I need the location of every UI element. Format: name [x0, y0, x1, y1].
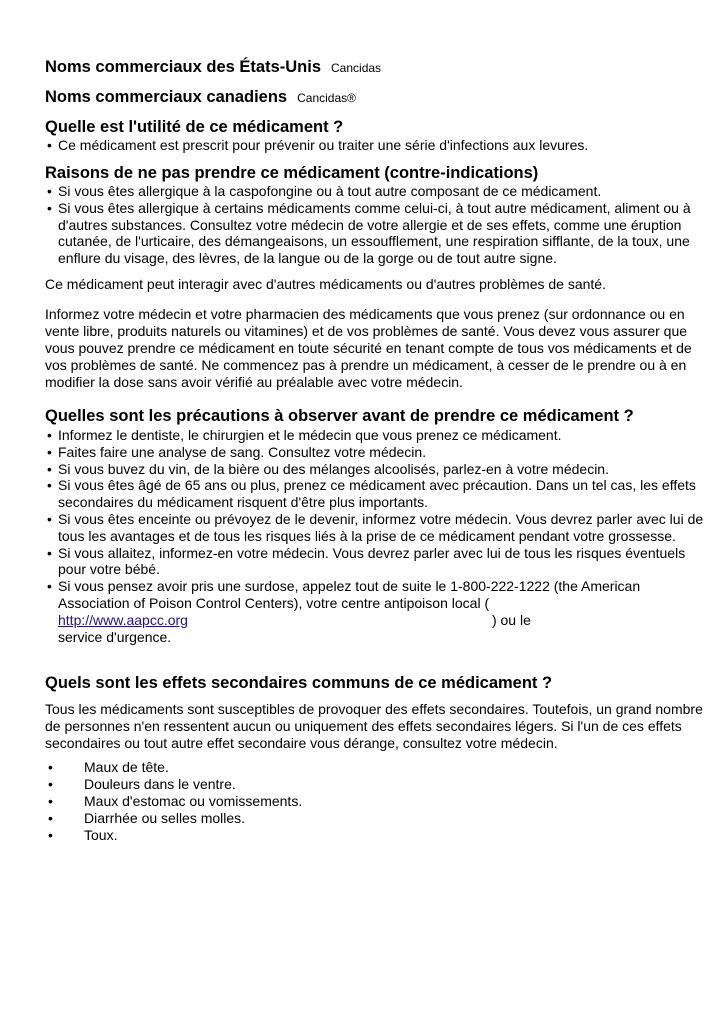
list-item: • Si vous êtes âgé de 65 ans ou plus, prenez ce médicament avec précaution. Dans un tel cas, les effets secondaires du médicament risquent d'être plus importants.: [45, 477, 705, 511]
list-item: • Maux d'estomac ou vomissements.: [45, 793, 645, 810]
list-item: • Toux.: [45, 827, 645, 844]
list-item: • Faites faire une analyse de sang. Consultez votre médecin.: [45, 444, 705, 461]
list-item-overdose: [45, 578, 705, 645]
overdose-end-text: service d'urgence.: [58, 628, 172, 645]
precautions-heading: Quelles sont les précautions à observer avant de prendre ce médicament ?: [45, 407, 634, 425]
side-effects-list: [45, 759, 645, 844]
list-item: • Si vous buvez du vin, de la bière ou des mélanges alcoolisés, parlez-en à votre médecin.: [45, 461, 705, 478]
interaction-note: Ce médicament peut interagir avec d'autres médicaments ou d'autres problèmes de santé.: [45, 276, 606, 292]
contraindications-heading: Raisons de ne pas prendre ce médicament (contre-indications): [45, 164, 539, 182]
inform-doctor-paragraph: Informez votre médecin et votre pharmacien des médicaments que vous prenez (sur ordonnance ou en vente libre, produits naturels ou vitamines) et de vos problèmes de santé. Vous devez vous assurer que vous pouvez prendre ce médicament en toute sécurité en tenant compte de tous vos médicaments et de vos problèmes de santé. Ne commencez pas à prendre un médicament, à cesser de le prendre ou à en modifier la dose sans avoir vérifié au préalable avec votre médecin.: [45, 306, 692, 390]
brand-ca-value: Cancidas®: [297, 91, 356, 105]
list-item: • Ce médicament est prescrit pour prévenir ou traiter une série d'infections aux levures.: [45, 137, 705, 154]
usage-list: [45, 137, 705, 154]
overdose-text: Si vous pensez avoir pris une surdose, appelez tout de suite le 1-800-222-1222 (the American Association of Poison Control Centers), votre centre antipoison local (: [58, 578, 641, 611]
list-item: • Si vous êtes enceinte ou prévoyez de le devenir, informez votre médecin. Vous devrez parler avec lui de tous les avantages et de tous les risques liés à la prise de ce médicament pendant votre grossesse.: [45, 511, 705, 545]
contraindications-list: [45, 183, 705, 267]
list-item: • Si vous allaitez, informez-en votre médecin. Vous devrez parler avec lui de tous les risques éventuels pour votre bébé.: [45, 545, 705, 579]
list-item: • Diarrhée ou selles molles.: [45, 810, 645, 827]
brand-ca-label: Noms commerciaux canadiens: [45, 88, 288, 106]
brand-us-value: Cancidas: [331, 61, 382, 75]
list-item: • Si vous êtes allergique à certains médicaments comme celui-ci, à tout autre médicament, aliment ou à d'autres substances. Consultez votre médecin de votre allergie et de ses effets, comme une éruption cutanée, de l'urticaire, des démangeaisons, un essoufflement, une respiration sifflante, de la toux, une enflure du visage, des lèvres, de la langue ou de la gorge ou de tout autre signe.: [45, 200, 705, 267]
list-item: • Si vous êtes allergique à la caspofongine ou à tout autre composant de ce médicament.: [45, 183, 705, 200]
usage-heading: Quelle est l'utilité de ce médicament ?: [45, 118, 344, 136]
overdose-after-text: ) ou le: [491, 611, 531, 628]
list-item: • Informez le dentiste, le chirurgien et le médecin que vous prenez ce médicament.: [45, 427, 705, 444]
brand-us-line: [45, 58, 381, 77]
side-effects-heading: Quels sont les effets secondaires communs de ce médicament ?: [45, 674, 553, 692]
side-effects-intro: Tous les médicaments sont susceptibles de provoquer des effets secondaires. Toutefois, un grand nombre de personnes n'en ressentent aucun ou uniquement des effets secondaires légers. Si l'un de ces effets secondaires ou tout autre effet secondaire vous dérange, consultez votre médecin.: [45, 701, 703, 751]
brand-us-label: Noms commerciaux des États-Unis: [45, 58, 322, 76]
brand-ca-line: [45, 88, 356, 107]
list-item: • Maux de tête.: [45, 759, 645, 776]
aapcc-link[interactable]: http://www.aapcc.org: [58, 611, 188, 628]
precautions-list: [45, 427, 705, 645]
list-item: • Douleurs dans le ventre.: [45, 776, 645, 793]
